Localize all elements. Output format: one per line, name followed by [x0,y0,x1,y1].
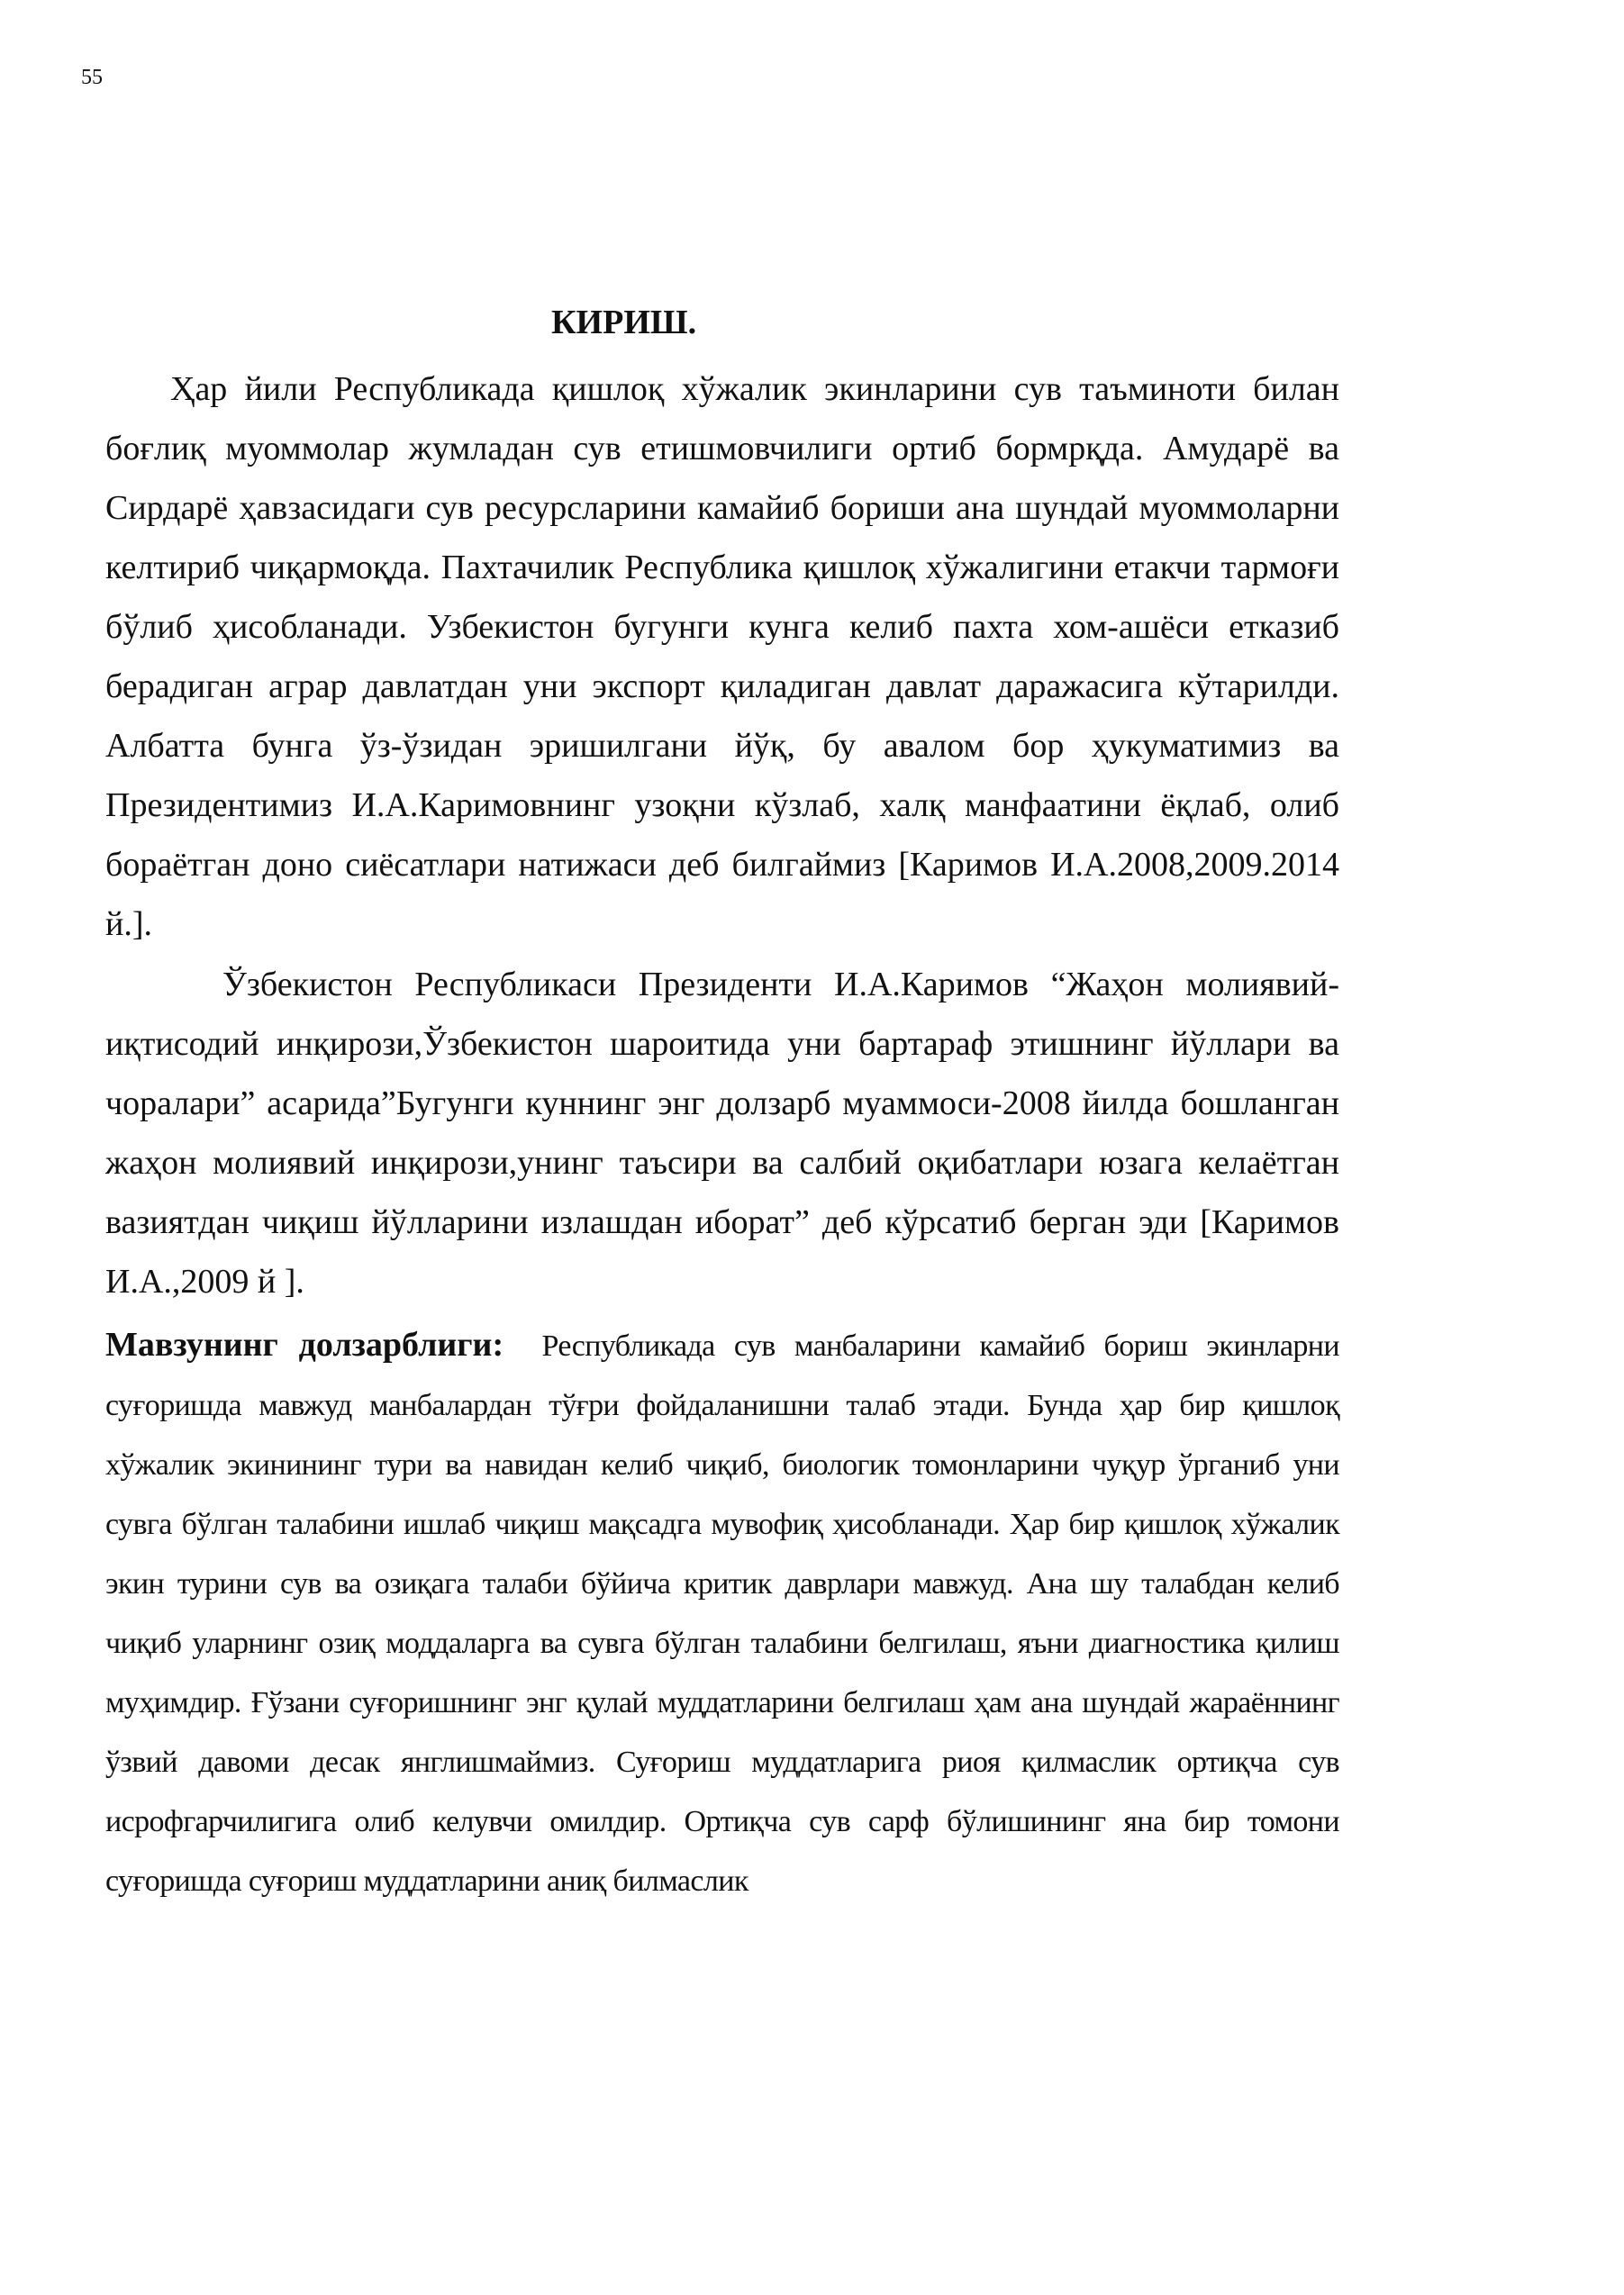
intro-paragraph-1: Ҳар йили Республикада қишлоқ хўжалик экинларини сув таъминоти билан боғлиқ муоммолар жумладан сув етишмовчилиги ортиб бормрқда. Амударё ва Сирдарё ҳавзасидаги сув ресурсларини камайиб бориши ана шундай муоммоларни келтириб чиқармоқда. Пахтачилик Республика қишлоқ хўжалигини етакчи тармоғи бўлиб ҳисобланади. Узбекистон бугунги кунга келиб пахта хом-ашёси етказиб берадиган аграр давлатдан уни экспорт қиладиган давлат даражасига кўтарилди. Албатта бунга ўз-ўзидан эришилгани йўқ, бу авалом бор ҳукуматимиз ва Президентимиз И.А.Каримовнинг узоқни кўзлаб, халқ манфаатини ёқлаб, олиб бораётган доно сиёсатлари натижаси деб билгаймиз [Каримов И.А.2008,2009.2014 й.]. [105,370,1339,943]
page-number: 55 [81,66,103,89]
relevance-lead: Мавзунинг долзарблиги: [105,1326,504,1364]
relevance-text: Республикада сув манбаларини камайиб бориш экинларни суғоришда мавжуд манбалардан тўғри фойдаланишни талаб этади. Бунда ҳар бир қишлоқ хўжалик экинининг тури ва навидан келиб чиқиб, биологик томонларини чуқур ўрганиб уни сувга бўлган талабини ишлаб чиқиш мақсадга мувофиқ ҳисобланади. Ҳар бир қишлоқ хўжалик экин турини сув ва озиқага талаби бўйича критик даврлари мавжуд. Ана шу талабдан келиб чиқиб уларнинг озиқ моддаларга ва сувга бўлган талабини белгилаш, яъни диагностика қилиш муҳимдир. Ғўзани суғоришнинг энг қулай муддатларини белгилаш ҳам ана шундай жараённинг ўзвий давоми десак янглишмаймиз. Суғориш муддатларига риоя қилмаслик ортиқча сув исрофгарчилигига олиб келувчи омилдир. Ортиқча сув сарф бўлишининг яна бир томони суғоришда суғориш муддатларини аниқ билмаслик [105,1329,1339,1898]
intro-paragraph-2: Ўзбекистон Республикаси Президенти И.А.Каримов “Жаҳон молиявий-иқтисодий инқирози,Ўзбекистон шароитида уни бартараф этишнинг йўллари ва чоралари” асарида”Бугунги куннинг энг долзарб муаммоси-2008 йилда бошланган жаҳон молиявий инқирози,унинг таъсири ва салбий оқибатлари юзага келаётган вазиятдан чиқиш йўлларини излашдан иборат” деб кўрсатиб берган эди [Каримов И.А.,2009 й ]. [105,966,1339,1301]
section-heading: КИРИШ. [551,304,697,341]
relevance-paragraph [105,1315,1339,1911]
